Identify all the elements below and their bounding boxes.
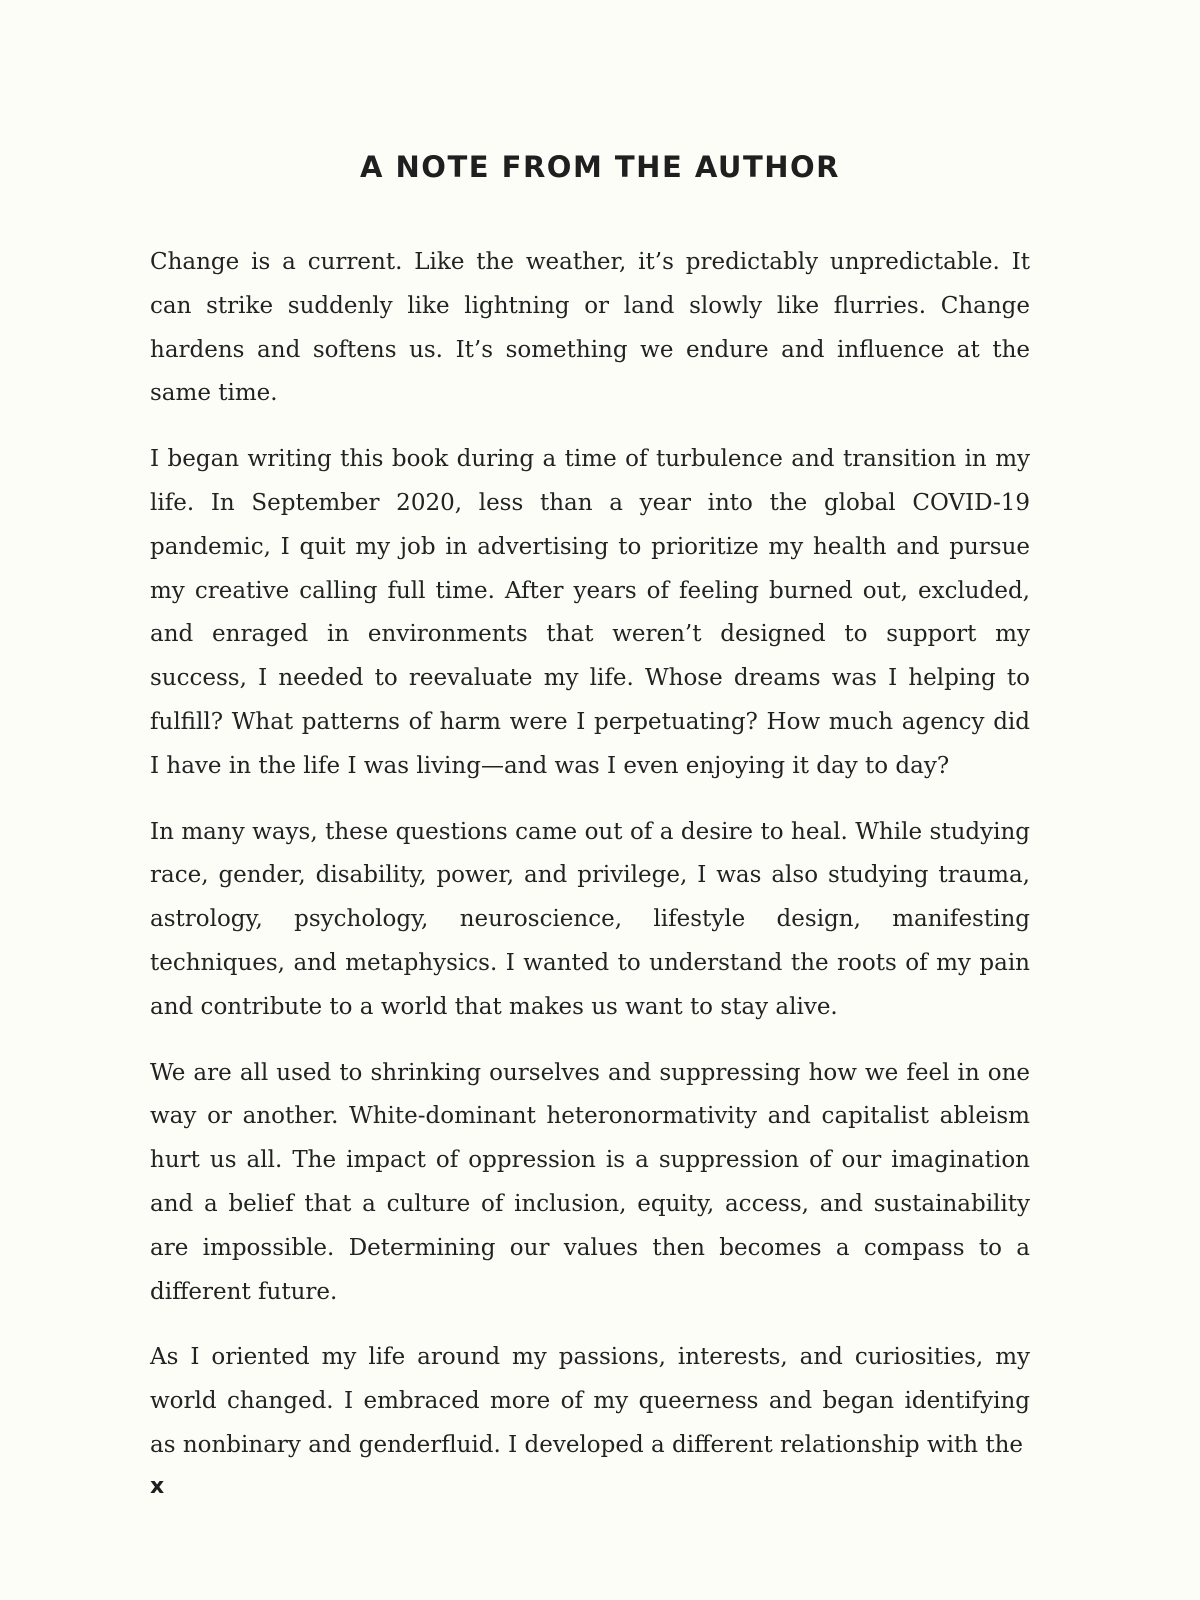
paragraph: As I oriented my life around my passions, interests, and curiosities, my world changed. I embraced more of my queerness and began identifying as nonbinary and genderfluid. I developed a different relationship with the xyxy=(150,1344,1030,1458)
paragraph: We are all used to shrinking ourselves and suppressing how we feel in one way or another. White-dominant heteronormativity and capitalist ableism hurt us all. The impact of oppression is a suppression of our imagination and a belief that a culture of inclusion, equity, access, and sustainability are impossible. Determining our values then becomes a compass to a different future. xyxy=(150,1059,1030,1305)
body-text xyxy=(150,241,1030,1490)
page-number: x xyxy=(150,1474,165,1499)
paragraph: I began writing this book during a time of turbulence and transition in my life. In September 2020, less than a year into the global COVID-19 pandemic, I quit my job in advertising to prioritize my health and pursue my creative calling full time. After years of feeling burned out, excluded, and enraged in environments that weren’t designed to support my success, I needed to reevaluate my life. Whose dreams was I helping to fulfill? What patterns of harm were I perpetuating? How much agency did I have in the life I was living—and was I even enjoying it day to day? xyxy=(150,446,1030,779)
chapter-title: A NOTE FROM THE AUTHOR xyxy=(360,150,840,184)
paragraph: In many ways, these questions came out of a desire to heal. While studying race, gender, disability, power, and privilege, I was also studying trauma, astrology, psychology, neuroscience, lifestyle design, manifesting techniques, and metaphysics. I wanted to understand the roots of my pain and contribute to a world that makes us want to stay alive. xyxy=(150,818,1030,1020)
paragraph: Change is a current. Like the weather, it’s predictably unpredictable. It can strike suddenly like lightning or land slowly like flurries. Change hardens and softens us. It’s something we endure and influence at the same time. xyxy=(150,249,1030,407)
